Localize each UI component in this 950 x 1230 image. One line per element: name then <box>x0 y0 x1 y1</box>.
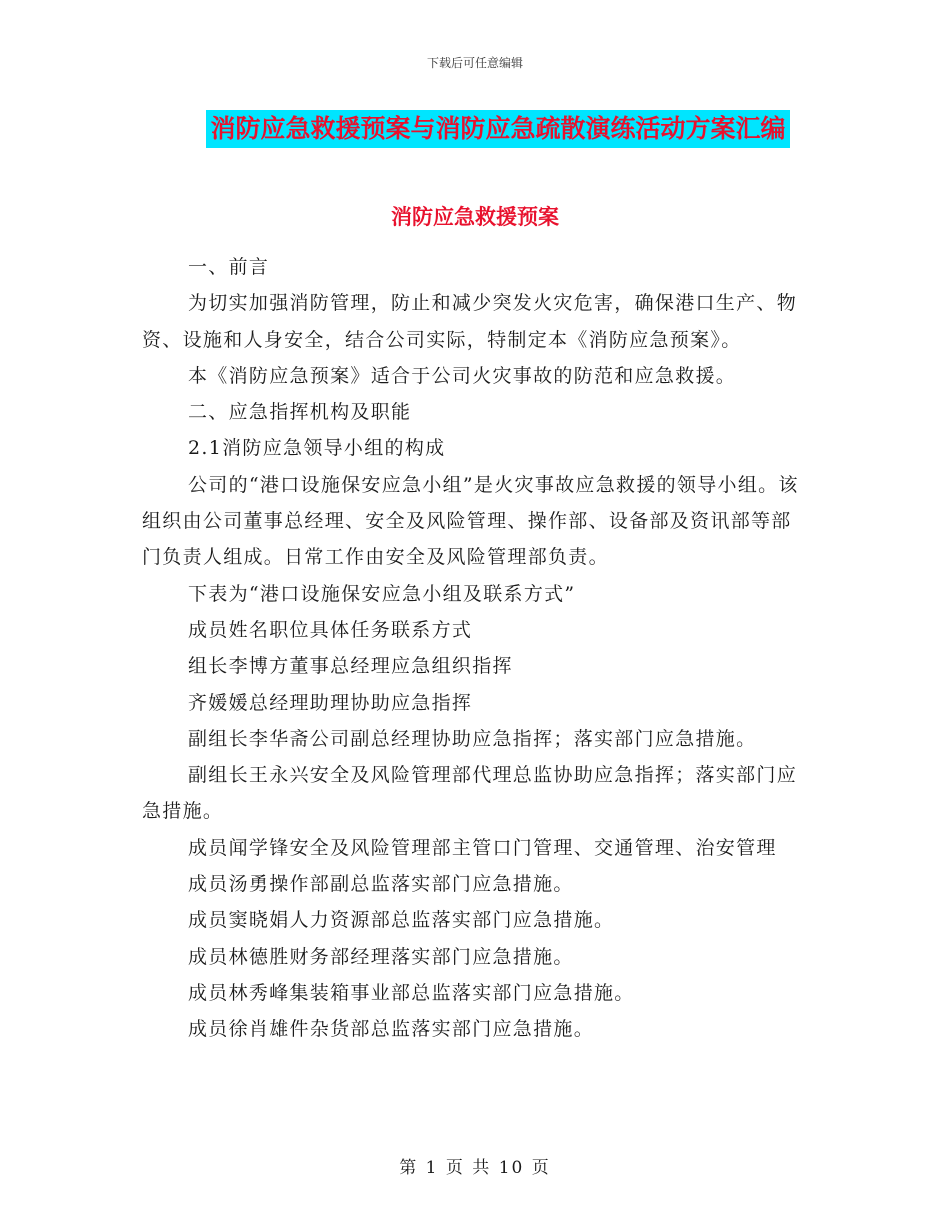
paragraph: 副组长王永兴安全及风险管理部代理总监协助应急指挥；落实部门应急措施。 <box>142 764 798 823</box>
paragraph: 副组长李华斋公司副总经理协助应急指挥；落实部门应急措施。 <box>188 727 757 750</box>
paragraph: 公司的“港口设施保安应急小组”是火灾事故应急救援的领导小组。该组织由公司董事总经理、安全及风险管理、操作部、设备部及资讯部等部门负责人组成。日常工作由安全及风险管理部负责。 <box>142 473 799 569</box>
paragraph: 成员姓名职位具体任务联系方式 <box>188 618 473 641</box>
page-header-note: 下载后可任意编辑 <box>426 56 523 70</box>
document-title-container <box>0 110 950 148</box>
paragraph: 下表为“港口设施保安应急小组及联系方式” <box>188 582 576 605</box>
paragraph: 本《消防应急预案》适合于公司火灾事故的防范和应急救援。 <box>188 364 737 387</box>
paragraph: 一、前言 <box>188 256 270 278</box>
document-body <box>142 249 807 1048</box>
paragraph: 组长李博方董事总经理应急组织指挥 <box>188 655 513 678</box>
paragraph: 齐媛媛总经理助理协助应急指挥 <box>188 691 473 714</box>
paragraph: 成员林秀峰集装箱事业部总监落实部门应急措施。 <box>188 981 635 1004</box>
paragraph: 为切实加强消防管理，防止和减少突发火灾危害，确保港口生产、物资、设施和人身安全，结合公司实际，特制定本《消防应急预案》。 <box>142 292 798 351</box>
paragraph: 二、应急指挥机构及职能 <box>188 401 412 424</box>
paragraph: 2.1消防应急领导小组的构成 <box>188 437 446 460</box>
paragraph: 成员林德胜财务部经理落实部门应急措施。 <box>188 945 574 968</box>
paragraph: 成员窦晓娟人力资源部总监落实部门应急措施。 <box>188 909 615 932</box>
paragraph: 成员汤勇操作部副总监落实部门应急措施。 <box>188 873 574 896</box>
paragraph: 成员闻学锋安全及风险管理部主管口门管理、交通管理、治安管理 <box>188 836 777 859</box>
document-title: 消防应急救援预案与消防应急疏散演练活动方案汇编 <box>206 110 789 148</box>
section-title: 消防应急救援预案 <box>391 205 559 229</box>
paragraph: 成员徐肖雄件杂货部总监落实部门应急措施。 <box>188 1018 595 1041</box>
page-number-footer: 第 1 页 共 10 页 <box>399 1158 551 1178</box>
